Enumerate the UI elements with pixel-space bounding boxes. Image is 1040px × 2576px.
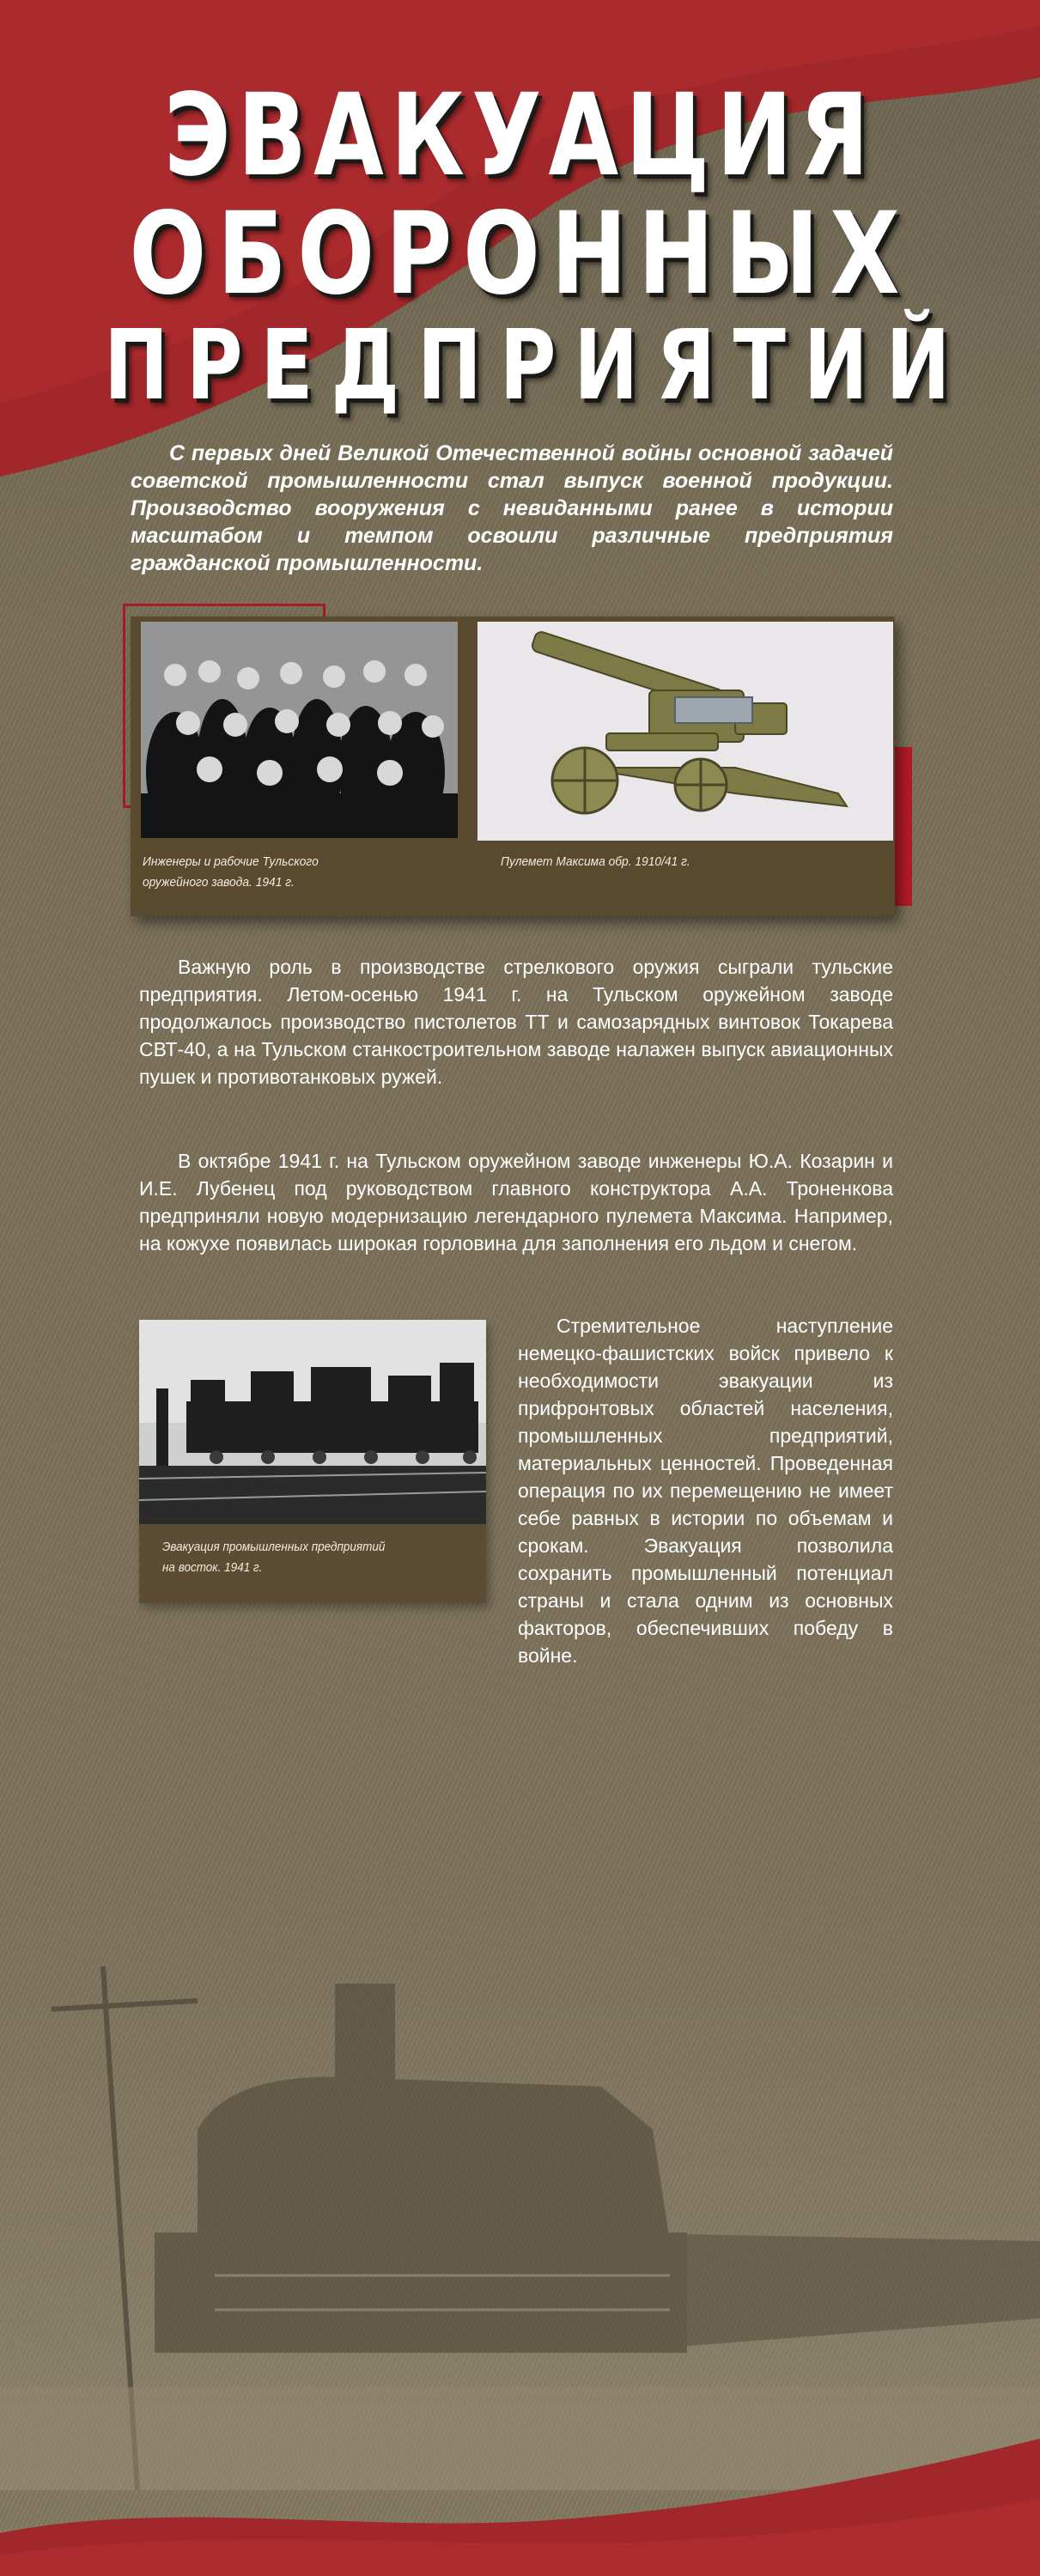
title-line-1: ЭВАКУАЦИЯ	[164, 70, 876, 202]
paragraph-maxim-modernization: В октябре 1941 г. на Тульском оружейном заводе инженеры Ю.А. Козарин и И.Е. Лубенец под руководством главного конструктора А.А. Троненкова предприняли новую модернизацию легендарного пулемета Максима. Например, на кожухе появилась широкая горловина для заполнения его льдом и снегом.	[139, 1150, 893, 1255]
maxim-gun-caption: Пулемет Максима обр. 1910/41 г.	[501, 854, 690, 869]
intro-paragraph: С первых дней Великой Отечественной войны основной задачей советской промышленности стал выпуск военной продукции. Производство вооружения с невиданными ранее в истории масштабом и темпом освоили различные предприятия гражданской промышленности.	[131, 441, 893, 575]
locomotive-background-image	[0, 1872, 1040, 2490]
evacuation-caption-line-1: Эвакуация промышленных предприятий	[162, 1540, 386, 1554]
workers-caption-line-1: Инженеры и рабочие Тульского	[143, 854, 319, 869]
paragraph-evacuation: Стремительное наступление немецко-фашистских войск привело к необходимости эвакуации из прифронтовых областей населения, промышленных предприятий, материальных ценностей. Проведенная операция по их перемещению не имеет себе равных в истории по объемам и срокам. Эвакуация позволила сохранить промышленный потенциал страны и стала одним из основных факторов, обеспечивших победу в войне.	[518, 1315, 893, 1667]
evacuation-photo-caption	[162, 1537, 385, 1578]
paragraph-tula-enterprises: Важную роль в производстве стрелкового оружия сыграли тульские предприятия. Летом-осенью 1941 г. на Тульском оружейном заводе продолжалось производство пистолетов ТТ и самозарядных винтовок Токарева СВТ-40, а на Тульском станкостроительном заводе налажен выпуск авиационных пушек и противотанковых ружей.	[139, 956, 893, 1088]
title-line-3: ПРЕДПРИЯТИЙ	[104, 310, 969, 422]
workers-photo-caption	[143, 852, 319, 893]
red-wave-bottom	[0, 2404, 1040, 2576]
workers-photo	[141, 622, 458, 838]
workers-caption-line-2: оружейного завода. 1941 г.	[143, 875, 295, 890]
maxim-gun-photo	[477, 622, 893, 841]
title-line-2: ОБОРОННЫХ	[129, 188, 911, 320]
evacuation-caption-line-2: на восток. 1941 г.	[162, 1560, 263, 1575]
evacuation-train-photo	[139, 1320, 486, 1524]
